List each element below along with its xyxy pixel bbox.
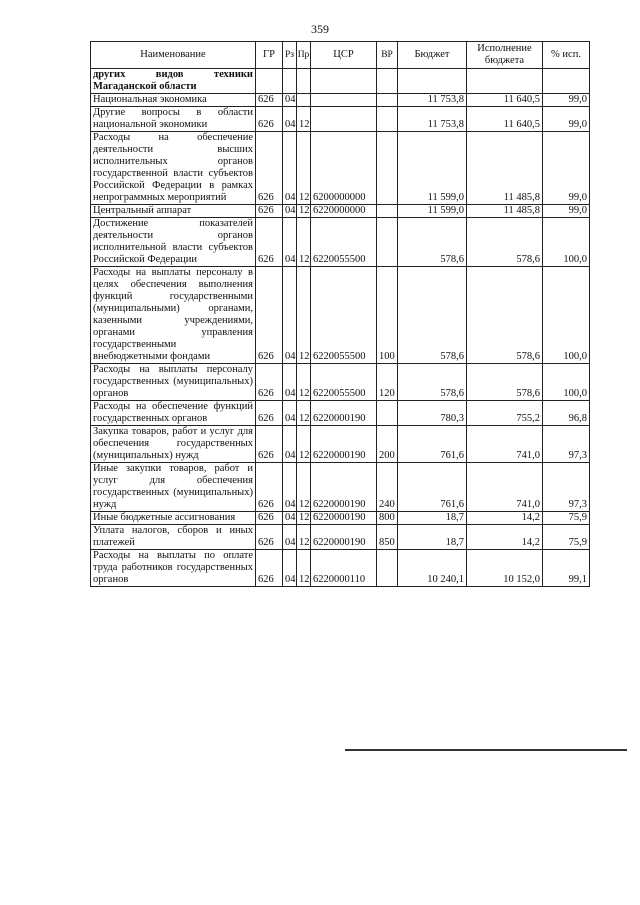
cell-rz: 04: [283, 205, 297, 218]
cell-gr: 626: [256, 107, 283, 132]
cell-execution: 11 485,8: [467, 205, 543, 218]
cell-rz: 04: [283, 267, 297, 364]
table-row: [91, 401, 590, 426]
cell-budget: 10 240,1: [398, 550, 467, 587]
cell-vr: [377, 94, 398, 107]
cell-percent: 99,1: [543, 550, 590, 587]
cell-budget: 18,7: [398, 512, 467, 525]
cell-gr: 626: [256, 426, 283, 463]
cell-budget: 578,6: [398, 267, 467, 364]
cell-gr: 626: [256, 550, 283, 587]
header-rz: Рз: [283, 42, 297, 69]
cell-gr: 626: [256, 267, 283, 364]
cell-csr: 6220055500: [311, 267, 377, 364]
cell-csr: 6200000000: [311, 132, 377, 205]
cell-vr: [377, 218, 398, 267]
table-row: [91, 94, 590, 107]
table-row: [91, 218, 590, 267]
cell-name: Расходы на выплаты по оплате труда работников государственных органов: [91, 550, 256, 587]
cell-execution: 14,2: [467, 512, 543, 525]
cell-gr: 626: [256, 364, 283, 401]
cell-pr: [297, 69, 311, 94]
cell-pr: 12: [297, 512, 311, 525]
cell-name: Закупка товаров, работ и услуг для обеспечения государственных (муниципальных) нужд: [91, 426, 256, 463]
cell-execution: 741,0: [467, 463, 543, 512]
cell-csr: 6220055500: [311, 218, 377, 267]
cell-vr: [377, 107, 398, 132]
cell-percent: 99,0: [543, 205, 590, 218]
cell-name: Иные бюджетные ассигнования: [91, 512, 256, 525]
cell-vr: 800: [377, 512, 398, 525]
header-name: Наименование: [91, 42, 256, 69]
cell-rz: 04: [283, 550, 297, 587]
cell-vr: 120: [377, 364, 398, 401]
table-row: [91, 525, 590, 550]
cell-pr: 12: [297, 463, 311, 512]
cell-percent: 75,9: [543, 512, 590, 525]
cell-budget: 761,6: [398, 426, 467, 463]
cell-execution: 741,0: [467, 426, 543, 463]
cell-vr: [377, 69, 398, 94]
table-body: [91, 69, 590, 587]
cell-percent: [543, 69, 590, 94]
header-percent: % исп.: [543, 42, 590, 69]
header-vr: ВР: [377, 42, 398, 69]
cell-pr: 12: [297, 132, 311, 205]
cell-execution: 11 640,5: [467, 107, 543, 132]
cell-pr: [297, 94, 311, 107]
cell-gr: [256, 69, 283, 94]
cell-vr: 850: [377, 525, 398, 550]
cell-percent: 97,3: [543, 426, 590, 463]
table-row: [91, 267, 590, 364]
cell-vr: [377, 550, 398, 587]
cell-budget: 578,6: [398, 218, 467, 267]
cell-pr: 12: [297, 218, 311, 267]
cell-budget: 18,7: [398, 525, 467, 550]
cell-percent: 99,0: [543, 94, 590, 107]
table-row: [91, 550, 590, 587]
table-row: [91, 205, 590, 218]
cell-csr: 6220000190: [311, 525, 377, 550]
cell-execution: 755,2: [467, 401, 543, 426]
header-budget: Бюджет: [398, 42, 467, 69]
cell-pr: 12: [297, 364, 311, 401]
cell-gr: 626: [256, 94, 283, 107]
cell-gr: 626: [256, 525, 283, 550]
cell-pr: 12: [297, 205, 311, 218]
cell-percent: 75,9: [543, 525, 590, 550]
cell-execution: 11 485,8: [467, 132, 543, 205]
cell-name: Иные закупки товаров, работ и услуг для обеспечения государственных (муниципальных) нужд: [91, 463, 256, 512]
cell-budget: 578,6: [398, 364, 467, 401]
cell-percent: 99,0: [543, 132, 590, 205]
cell-execution: 578,6: [467, 364, 543, 401]
cell-percent: 96,8: [543, 401, 590, 426]
table-row: [91, 512, 590, 525]
cell-pr: 12: [297, 267, 311, 364]
cell-vr: [377, 401, 398, 426]
cell-csr: 6220000110: [311, 550, 377, 587]
cell-budget: 761,6: [398, 463, 467, 512]
cell-execution: 14,2: [467, 525, 543, 550]
bottom-rule: [345, 749, 627, 751]
cell-percent: 100,0: [543, 218, 590, 267]
cell-execution: 578,6: [467, 218, 543, 267]
table-row: [91, 364, 590, 401]
cell-vr: 200: [377, 426, 398, 463]
cell-csr: [311, 69, 377, 94]
table-row: [91, 426, 590, 463]
cell-budget: 11 599,0: [398, 205, 467, 218]
table-row: [91, 69, 590, 94]
cell-rz: 04: [283, 463, 297, 512]
cell-csr: 6220000000: [311, 205, 377, 218]
cell-gr: 626: [256, 401, 283, 426]
cell-csr: 6220000190: [311, 401, 377, 426]
cell-name: Расходы на выплаты персоналу государственных (муниципальных) органов: [91, 364, 256, 401]
cell-vr: 100: [377, 267, 398, 364]
header-pr: Пр: [297, 42, 311, 69]
cell-gr: 626: [256, 512, 283, 525]
cell-rz: 04: [283, 218, 297, 267]
cell-execution: 11 640,5: [467, 94, 543, 107]
cell-name: других видов техники Магаданской области: [91, 69, 256, 94]
cell-rz: 04: [283, 132, 297, 205]
cell-name: Уплата налогов, сборов и иных платежей: [91, 525, 256, 550]
cell-rz: 04: [283, 94, 297, 107]
cell-gr: 626: [256, 463, 283, 512]
cell-csr: [311, 107, 377, 132]
cell-percent: 99,0: [543, 107, 590, 132]
cell-budget: 780,3: [398, 401, 467, 426]
cell-rz: 04: [283, 525, 297, 550]
cell-pr: 12: [297, 525, 311, 550]
cell-rz: 04: [283, 364, 297, 401]
cell-csr: 6220000190: [311, 463, 377, 512]
cell-execution: [467, 69, 543, 94]
cell-budget: 11 599,0: [398, 132, 467, 205]
cell-pr: 12: [297, 550, 311, 587]
cell-pr: 12: [297, 107, 311, 132]
cell-rz: 04: [283, 401, 297, 426]
cell-rz: 04: [283, 512, 297, 525]
cell-csr: 6220000190: [311, 426, 377, 463]
cell-name: Национальная экономика: [91, 94, 256, 107]
cell-execution: 10 152,0: [467, 550, 543, 587]
header-csr: ЦСР: [311, 42, 377, 69]
cell-name: Расходы на обеспечение функций государственных органов: [91, 401, 256, 426]
cell-name: Достижение показателей деятельности органов исполнительной власти субъектов Российской Федерации: [91, 218, 256, 267]
cell-budget: [398, 69, 467, 94]
cell-csr: [311, 94, 377, 107]
cell-percent: 100,0: [543, 364, 590, 401]
cell-budget: 11 753,8: [398, 107, 467, 132]
header-execution: Исполнение бюджета: [467, 42, 543, 69]
cell-pr: 12: [297, 401, 311, 426]
cell-percent: 100,0: [543, 267, 590, 364]
cell-rz: [283, 69, 297, 94]
header-gr: ГР: [256, 42, 283, 69]
cell-percent: 97,3: [543, 463, 590, 512]
cell-vr: [377, 132, 398, 205]
cell-name: Другие вопросы в области национальной экономики: [91, 107, 256, 132]
cell-name: Расходы на обеспечение деятельности высших исполнительных органов государственной власти субъектов Российской Федерации в рамках непрограммных мероприятий: [91, 132, 256, 205]
table-row: [91, 132, 590, 205]
cell-vr: 240: [377, 463, 398, 512]
page-number: 359: [311, 22, 329, 36]
cell-budget: 11 753,8: [398, 94, 467, 107]
cell-pr: 12: [297, 426, 311, 463]
table-row: [91, 107, 590, 132]
cell-rz: 04: [283, 107, 297, 132]
cell-csr: 6220000190: [311, 512, 377, 525]
cell-rz: 04: [283, 426, 297, 463]
cell-vr: [377, 205, 398, 218]
budget-table: [90, 41, 590, 587]
cell-gr: 626: [256, 132, 283, 205]
cell-name: Расходы на выплаты персоналу в целях обеспечения выполнения функций государственными (муниципальными) органами, казенными учреждениями, органами управления государственными внебюджетными фондами: [91, 267, 256, 364]
cell-execution: 578,6: [467, 267, 543, 364]
table-row: [91, 463, 590, 512]
cell-gr: 626: [256, 218, 283, 267]
cell-csr: 6220055500: [311, 364, 377, 401]
table-header-row: [91, 42, 590, 69]
cell-gr: 626: [256, 205, 283, 218]
cell-name: Центральный аппарат: [91, 205, 256, 218]
